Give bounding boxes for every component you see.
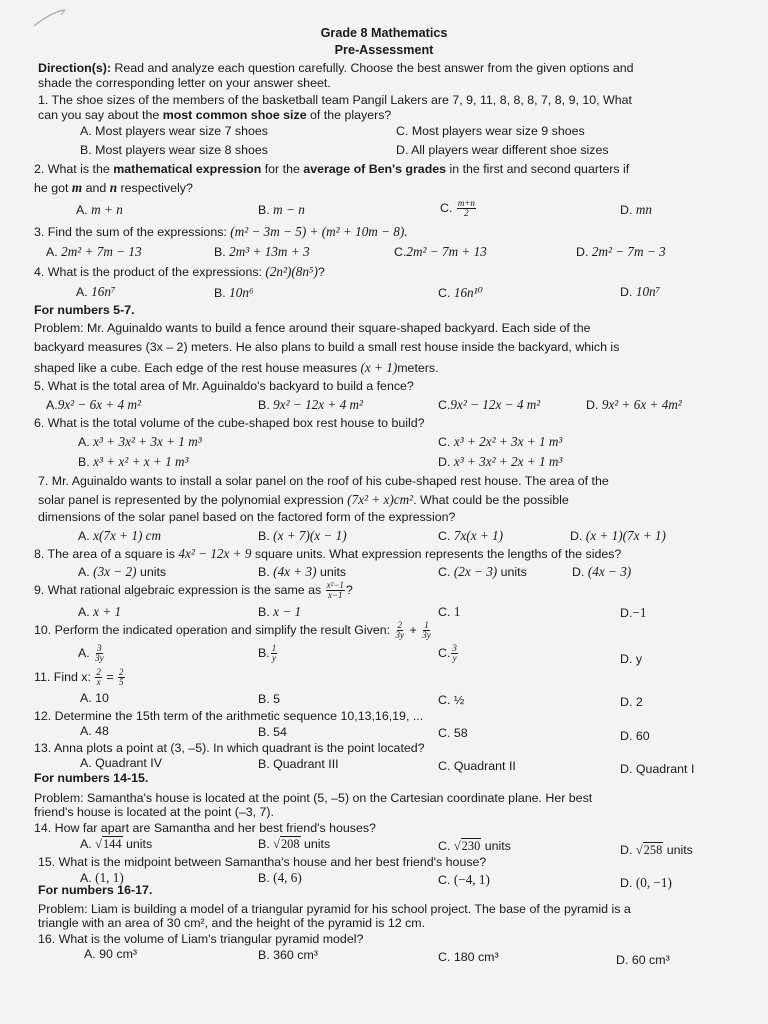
q2-option-c: C. $\frac{m+n}{2}$ [440,198,475,218]
q4-option-d: D. 10n⁷ [620,284,661,299]
q13-option-b: B. Quadrant III [258,757,339,771]
question-3-stem: 3. Find the sum of the expressions: (m² − 3m − 5) + (m² + 10m − 8). [34,224,408,239]
problem-5-7-line-2: backyard measures (3x – 2) meters. He also plans to build a small rest house inside the backyard, which is [34,340,620,354]
problem-14-15-line-2: friend's house is located at the point (–3, 7). [34,805,274,819]
q8-option-c: C. (2x − 3) units [438,564,527,579]
q16-option-c: C. 180 cm³ [438,950,499,964]
q5-option-a: A.9x² − 6x + 4 m² [46,397,141,412]
question-7-stem-3: dimensions of the solar panel based on the factored form of the expression? [38,510,456,524]
problem-5-7-line-1: Problem: Mr. Aguinaldo wants to build a fence around their square-shaped backyard. Each side of the [34,321,591,335]
q11-option-a: A. 10 [80,691,109,705]
q7-option-a: A. x(7x + 1) cm [78,528,162,543]
q6-option-b: B. x³ + x² + x + 1 m³ [78,454,189,469]
question-7-stem: 7. Mr. Aguinaldo wants to install a solar panel on the roof of his cube-shaped rest house. The area of the [38,474,609,488]
question-4-stem: 4. What is the product of the expressions: (2n²)(8n⁵)? [34,264,325,279]
q12-option-b: B. 54 [258,725,287,739]
q3-option-a: A. 2m² + 7m − 13 [46,244,142,259]
q4-option-c: C. 16n¹⁰ [438,285,483,300]
directions-label: Direction(s): [38,61,111,75]
question-7-stem-2: solar panel is represented by the polynomial expression (7x² + x)cm². What could be the possible [38,492,569,507]
q15-option-a: A. (1, 1) [80,870,124,885]
question-10-stem: 10. Perform the indicated operation and simplify the result Given: $\frac{2}{3y}$ + $\frac{1}{3y}$ [34,620,431,640]
q11-option-b: B. 5 [258,692,281,706]
q11-option-d: D. 2 [620,695,643,709]
q5-option-c: C.9x² − 12x − 4 m² [438,397,541,412]
q6-option-d: D. x³ + 3x² + 2x + 1 m³ [438,454,563,469]
page-subtitle: Pre-Assessment [334,43,434,57]
q2-option-a: A. m + n [76,202,123,217]
question-13-stem: 13. Anna plots a point at (3, –5). In which quadrant is the point located? [34,741,425,755]
question-1-stem: 1. The shoe sizes of the members of the basketball team Pangil Lakers are 7, 9, 11, 8, 8, 8, 7, 8, 9, 10, What [38,93,632,107]
q11-option-c: C. ½ [438,693,465,707]
q6-option-a: A. x³ + 3x² + 3x + 1 m³ [78,434,202,449]
q14-option-c: C. √230 units [438,839,511,853]
q6-option-c: C. x³ + 2x² + 3x + 1 m³ [438,434,563,449]
q14-option-a: A. √144 units [80,837,153,851]
q4-option-b: B. 10n⁶ [214,285,254,300]
q9-option-d: D.−1 [620,605,647,620]
question-5-stem: 5. What is the total area of Mr. Aguinaldo's backyard to build a fence? [34,379,414,393]
q16-option-a: A. 90 cm³ [84,947,138,961]
q13-option-d: D. Quadrant I [620,762,695,776]
question-6-stem: 6. What is the total volume of the cube-shaped box rest house to build? [34,416,425,430]
q3-option-d: D. 2m² − 7m − 3 [576,244,666,259]
problem-16-17-line-2: triangle with an area of 30 cm², and the height of the pyramid is 12 cm. [38,916,426,930]
q7-option-b: B. (x + 7)(x − 1) [258,528,347,543]
problem-14-15-line-1: Problem: Samantha's house is located at the point (5, –5) on the Cartesian coordinate plane. Her best [34,791,593,805]
q10-option-b: B. $\frac{1}{y}$ [258,643,277,663]
q1-option-d: D. All players wear different shoe sizes [396,143,609,157]
question-1-stem-2: can you say about the most common shoe size of the players? [38,108,392,122]
directions-text: Read and analyze each question carefully. Choose the best answer from the given options and [110,61,634,75]
directions-line-2: shade the corresponding letter on your answer sheet. [38,76,331,90]
q16-option-d: D. 60 cm³ [616,953,670,967]
q9-option-a: A. x + 1 [78,604,122,619]
q2-option-d: D. mn [620,202,652,217]
q9-option-b: B. x − 1 [258,604,302,619]
group-heading-5-7: For numbers 5-7. [34,303,135,317]
question-11-stem: 11. Find x: $\frac{2}{x}$ = $\frac{2}{5}$ [34,667,124,687]
group-heading-16-17: For numbers 16-17. [38,883,153,897]
directions [38,61,634,75]
q9-option-c: C. 1 [438,604,461,619]
question-16-stem: 16. What is the volume of Liam's triangular pyramid model? [38,932,364,946]
q8-option-d: D. (4x − 3) [572,564,632,579]
question-15-stem: 15. What is the midpoint between Samantha's house and her best friend's house? [38,855,487,869]
question-14-stem: 14. How far apart are Samantha and her best friend's houses? [34,821,376,835]
q15-option-b: B. (4, 6) [258,870,302,885]
q14-option-b: B. √208 units [258,837,331,851]
q8-option-a: A. (3x − 2) units [78,564,167,579]
q15-option-d: D. (0, −1) [620,875,672,890]
problem-16-17-line-1: Problem: Liam is building a model of a triangular pyramid for his school project. The base of the pyramid is a [38,902,631,916]
q2-option-b: B. m − n [258,202,305,217]
q10-option-a: A. $\frac{3}{3y}$ [78,643,104,663]
q12-option-a: A. 48 [80,724,109,738]
question-12-stem: 12. Determine the 15th term of the arithmetic sequence 10,13,16,19, ... [34,709,424,723]
q7-option-d: D. (x + 1)(7x + 1) [570,528,666,543]
q1-option-c: C. Most players wear size 9 shoes [396,124,585,138]
q3-option-b: B. 2m³ + 13m + 3 [214,244,310,259]
page-title: Grade 8 Mathematics [320,26,448,40]
question-2-stem: 2. What is the mathematical expression for the average of Ben's grades in the first and second quarters if [34,162,630,176]
q16-option-b: B. 360 cm³ [258,948,318,962]
q3-option-c: C.2m² − 7m + 13 [394,244,487,259]
q8-option-b: B. (4x + 3) units [258,564,347,579]
q4-option-a: A. 16n⁷ [76,284,116,299]
q14-option-d: D. √258 units [620,843,693,857]
q5-option-d: D. 9x² + 6x + 4m² [586,397,682,412]
q1-option-b: B. Most players wear size 8 shoes [80,143,269,157]
q12-option-d: D. 60 [620,729,650,743]
q7-option-c: C. 7x(x + 1) [438,528,504,543]
q13-option-a: A. Quadrant IV [80,756,162,770]
q1-option-a: A. Most players wear size 7 shoes [80,124,269,138]
q15-option-c: C. (−4, 1) [438,872,490,887]
q5-option-b: B. 9x² − 12x + 4 m² [258,397,363,412]
q13-option-c: C. Quadrant II [438,759,516,773]
q12-option-c: C. 58 [438,726,468,740]
problem-5-7-line-3: shaped like a cube. Each edge of the rest house measures (x + 1)meters. [34,360,439,375]
question-8-stem: 8. The area of a square is 4x² − 12x + 9 square units. What expression represents the lengths of the sides? [34,546,622,561]
q10-option-c: C. $\frac{3}{y}$ [438,643,457,663]
question-2-stem-2: he got m and n respectively? [34,180,193,195]
question-9-stem: 9. What rational algebraic expression is the same as $\frac{\text{x²−1}}{x-1}$ ? [34,580,353,600]
q10-option-d: D. y [620,652,643,666]
group-heading-14-15: For numbers 14-15. [34,771,149,785]
